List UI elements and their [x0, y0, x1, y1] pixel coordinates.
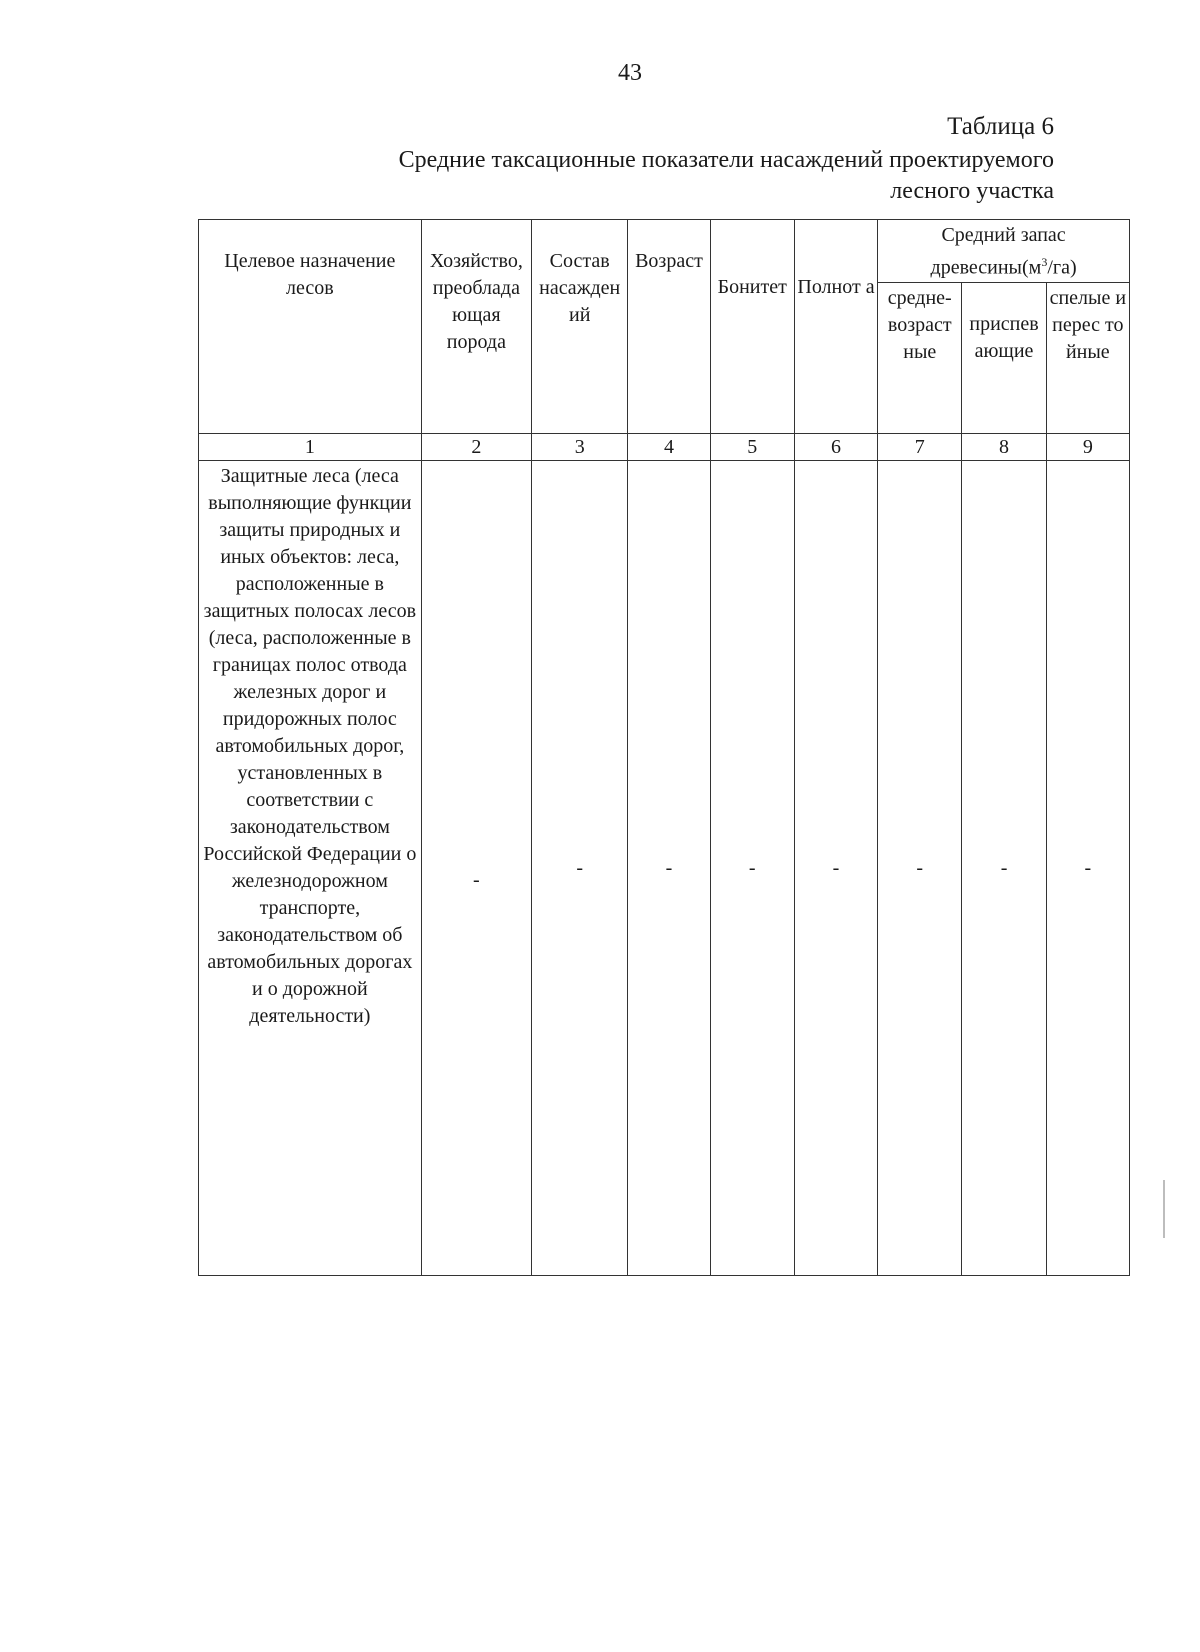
header-middle-aged: средне- возраст ные [878, 282, 962, 433]
value-cell: - [878, 461, 962, 1276]
value-cell: - [628, 461, 710, 1276]
scan-artifact-line [1163, 1180, 1165, 1238]
column-number: 4 [628, 434, 710, 461]
column-number: 1 [199, 434, 422, 461]
header-avg-stock [878, 220, 1130, 283]
value-cell: - [532, 461, 628, 1276]
header-density: Полнот а [794, 220, 877, 434]
column-number: 3 [532, 434, 628, 461]
value-cell: - [794, 461, 877, 1276]
header-row-top [199, 220, 1130, 283]
header-avg-stock-prefix: Средний запас древесины(м [930, 224, 1066, 279]
table-title-line-1: Средние таксационные показатели насаждений проектируемого [398, 147, 1054, 173]
column-number: 9 [1046, 434, 1129, 461]
table-title [154, 145, 1054, 207]
header-avg-stock-sup: 3 [1041, 255, 1048, 269]
table-row [199, 461, 1130, 1276]
table-label: Таблица 6 [947, 113, 1054, 140]
taxation-table [198, 219, 1130, 1276]
column-number: 2 [421, 434, 531, 461]
header-purpose: Целевое назначение лесов [199, 220, 422, 434]
header-bonitet: Бонитет [710, 220, 794, 434]
header-maturing: приспев ающие [962, 282, 1046, 433]
column-number: 8 [962, 434, 1046, 461]
page-number: 43 [618, 60, 642, 86]
forest-purpose-cell: Защитные леса (леса выполняющие функции защиты природных и иных объектов: леса, расположенные в защитных полосах лесов (леса, расположенные в границах полос отвода железных дорог и придорожных полос автомобильных дорог, установленных в соответствии с законодательством Российской Федерации о железнодорожном транспорте, законодательством об автомобильных дорогах и о дорожной деятельности) [199, 461, 422, 1276]
header-farm-species: Хозяйство, преоблада ющая порода [421, 220, 531, 434]
table-title-line-2: лесного участка [890, 178, 1054, 204]
header-age: Возраст [628, 220, 710, 434]
value-cell: - [421, 461, 531, 1276]
column-number: 6 [794, 434, 877, 461]
header-avg-stock-suffix: /га) [1047, 256, 1077, 279]
column-number-row [199, 434, 1130, 461]
value-cell: - [710, 461, 794, 1276]
value-cell: - [962, 461, 1046, 1276]
column-number: 5 [710, 434, 794, 461]
value-cell: - [1046, 461, 1129, 1276]
header-composition: Состав насажден ий [532, 220, 628, 434]
column-number: 7 [878, 434, 962, 461]
header-mature-overmature: спелые и перес то йные [1046, 282, 1129, 433]
